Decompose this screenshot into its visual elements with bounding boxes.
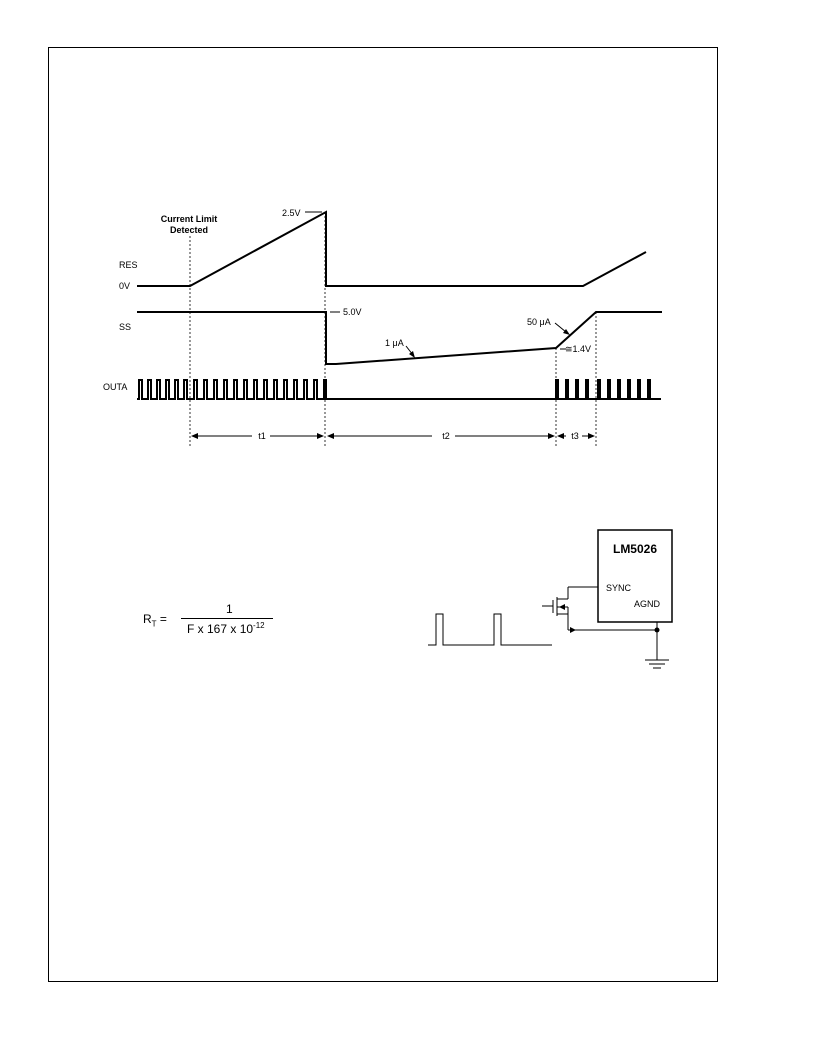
agnd-pin-label: AGND xyxy=(634,599,661,609)
res-label: RES xyxy=(119,260,138,270)
rt-equation xyxy=(143,600,283,650)
chip-name: LM5026 xyxy=(612,542,658,556)
sync-circuit xyxy=(428,530,672,668)
mosfet-icon xyxy=(542,587,598,630)
ss-label: SS xyxy=(119,322,132,332)
sync-pin-label: SYNC xyxy=(606,583,632,593)
sync-input-waveform xyxy=(428,614,552,645)
equation-equals: = xyxy=(156,612,167,626)
equation-denominator-exponent: -12 xyxy=(253,621,265,630)
interval-t1 xyxy=(191,431,324,441)
v-2-5-label: 2.5V xyxy=(282,208,301,218)
interval-t3 xyxy=(557,431,595,441)
outa-pulse-train-1 xyxy=(137,380,661,399)
i-50ua-leader xyxy=(555,323,566,332)
equation-lhs-symbol: R xyxy=(143,612,152,626)
ground-icon xyxy=(645,660,669,668)
fraction-bar xyxy=(181,618,273,619)
equation-lhs xyxy=(143,612,167,628)
timing-diagram xyxy=(103,208,662,446)
outa-label: OUTA xyxy=(103,382,128,392)
interval-t2 xyxy=(327,431,555,441)
junction-dot xyxy=(655,628,660,633)
equation-denominator-base: F x 167 x 10 xyxy=(187,622,254,636)
equation-numerator: 1 xyxy=(226,602,233,616)
t2-label: t2 xyxy=(442,431,450,441)
detected-label: Detected xyxy=(169,225,209,235)
v-1-4-label: ≅1.4V xyxy=(565,344,592,354)
zero-v-label: 0V xyxy=(119,281,131,291)
v-5-0-label: 5.0V xyxy=(343,307,362,317)
i-1ua-label: 1 μA xyxy=(385,338,404,348)
i-1ua-arrowhead xyxy=(409,351,415,358)
current-limit-label: Current Limit xyxy=(160,214,218,224)
t1-label: t1 xyxy=(258,431,266,441)
t3-label: t3 xyxy=(571,431,579,441)
i-50ua-label: 50 μA xyxy=(527,317,551,327)
equation-denominator xyxy=(187,621,265,636)
equation-lhs-subscript: T xyxy=(151,619,157,629)
